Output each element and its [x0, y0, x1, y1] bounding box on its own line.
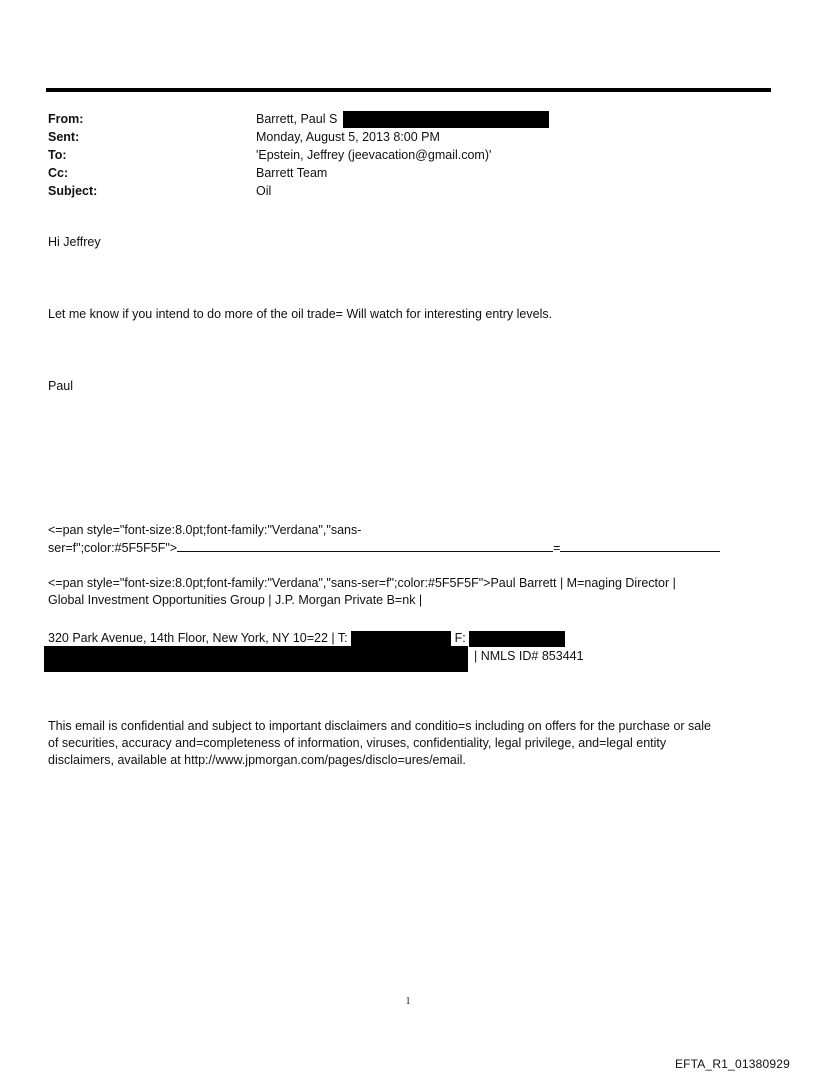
- span-markup-1-line2: [48, 539, 720, 557]
- disclaimer-line-3: disclaimers, available at http://www.jpmorgan.com/pages/disclo=ures/email.: [48, 753, 466, 767]
- bates-number: EFTA_R1_01380929: [674, 1057, 790, 1071]
- redaction-box: [351, 631, 451, 647]
- cc-value: Barrett Team: [256, 166, 328, 180]
- disclaimer: [48, 718, 711, 769]
- to-label: To:: [48, 148, 67, 162]
- sent-value: Monday, August 5, 2013 8:00 PM: [256, 130, 440, 144]
- to-value: 'Epstein, Jeffrey (jeevacation@gmail.com)': [256, 148, 492, 162]
- address-line: [48, 630, 565, 647]
- span-markup-1-text: ser=f";color:#5F5F5F">: [48, 541, 178, 555]
- signature-line-1: <=pan style="font-size:8.0pt;font-family:"Verdana","sans-ser=f";color:#5F5F5F">Paul Barrett | M=naging Director |: [48, 576, 676, 590]
- span-markup-1-equals: =: [553, 541, 561, 555]
- subject-value: Oil: [256, 184, 272, 198]
- span-markup-1: [48, 522, 720, 557]
- nmls-id: | NMLS ID# 853441: [474, 649, 584, 663]
- subject-label: Subject:: [48, 184, 98, 198]
- from-value: [256, 110, 549, 128]
- span-markup-1-line1: <=pan style="font-size:8.0pt;font-family:"Verdana","sans-: [48, 523, 362, 537]
- underline-rule: [560, 539, 720, 552]
- redaction-box: [469, 631, 565, 647]
- from-label: From:: [48, 112, 84, 126]
- to-row: [48, 146, 549, 164]
- header-rule: [46, 88, 771, 92]
- greeting: Hi Jeffrey: [48, 235, 101, 249]
- email-header: [48, 110, 549, 200]
- cc-label: Cc:: [48, 166, 69, 180]
- signature-block: [48, 575, 676, 609]
- redaction-box: [343, 111, 549, 128]
- address-text: 320 Park Avenue, 14th Floor, New York, NY 10=22 | T:: [48, 631, 348, 645]
- underline-rule: [177, 539, 553, 552]
- page-number: 1: [405, 996, 411, 1007]
- fax-label: F:: [454, 631, 466, 645]
- sent-row: [48, 128, 549, 146]
- disclaimer-line-1: This email is confidential and subject to important disclaimers and conditio=s including on offers for the purchase or sale: [48, 719, 711, 733]
- sent-label: Sent:: [48, 130, 80, 144]
- signature-line-2: Global Investment Opportunities Group | J.P. Morgan Private B=nk |: [48, 593, 423, 607]
- disclaimer-line-2: of securities, accuracy and=completeness of information, viruses, confidentiality, legal privilege, and=legal entity: [48, 736, 667, 750]
- from-row: [48, 110, 549, 128]
- signoff: Paul: [48, 379, 74, 393]
- cc-row: [48, 164, 549, 182]
- message-body: Let me know if you intend to do more of the oil trade= Will watch for interesting entry levels.: [48, 307, 553, 321]
- redaction-box: [44, 646, 468, 672]
- from-name: Barrett, Paul S: [256, 112, 338, 126]
- subject-row: [48, 182, 549, 200]
